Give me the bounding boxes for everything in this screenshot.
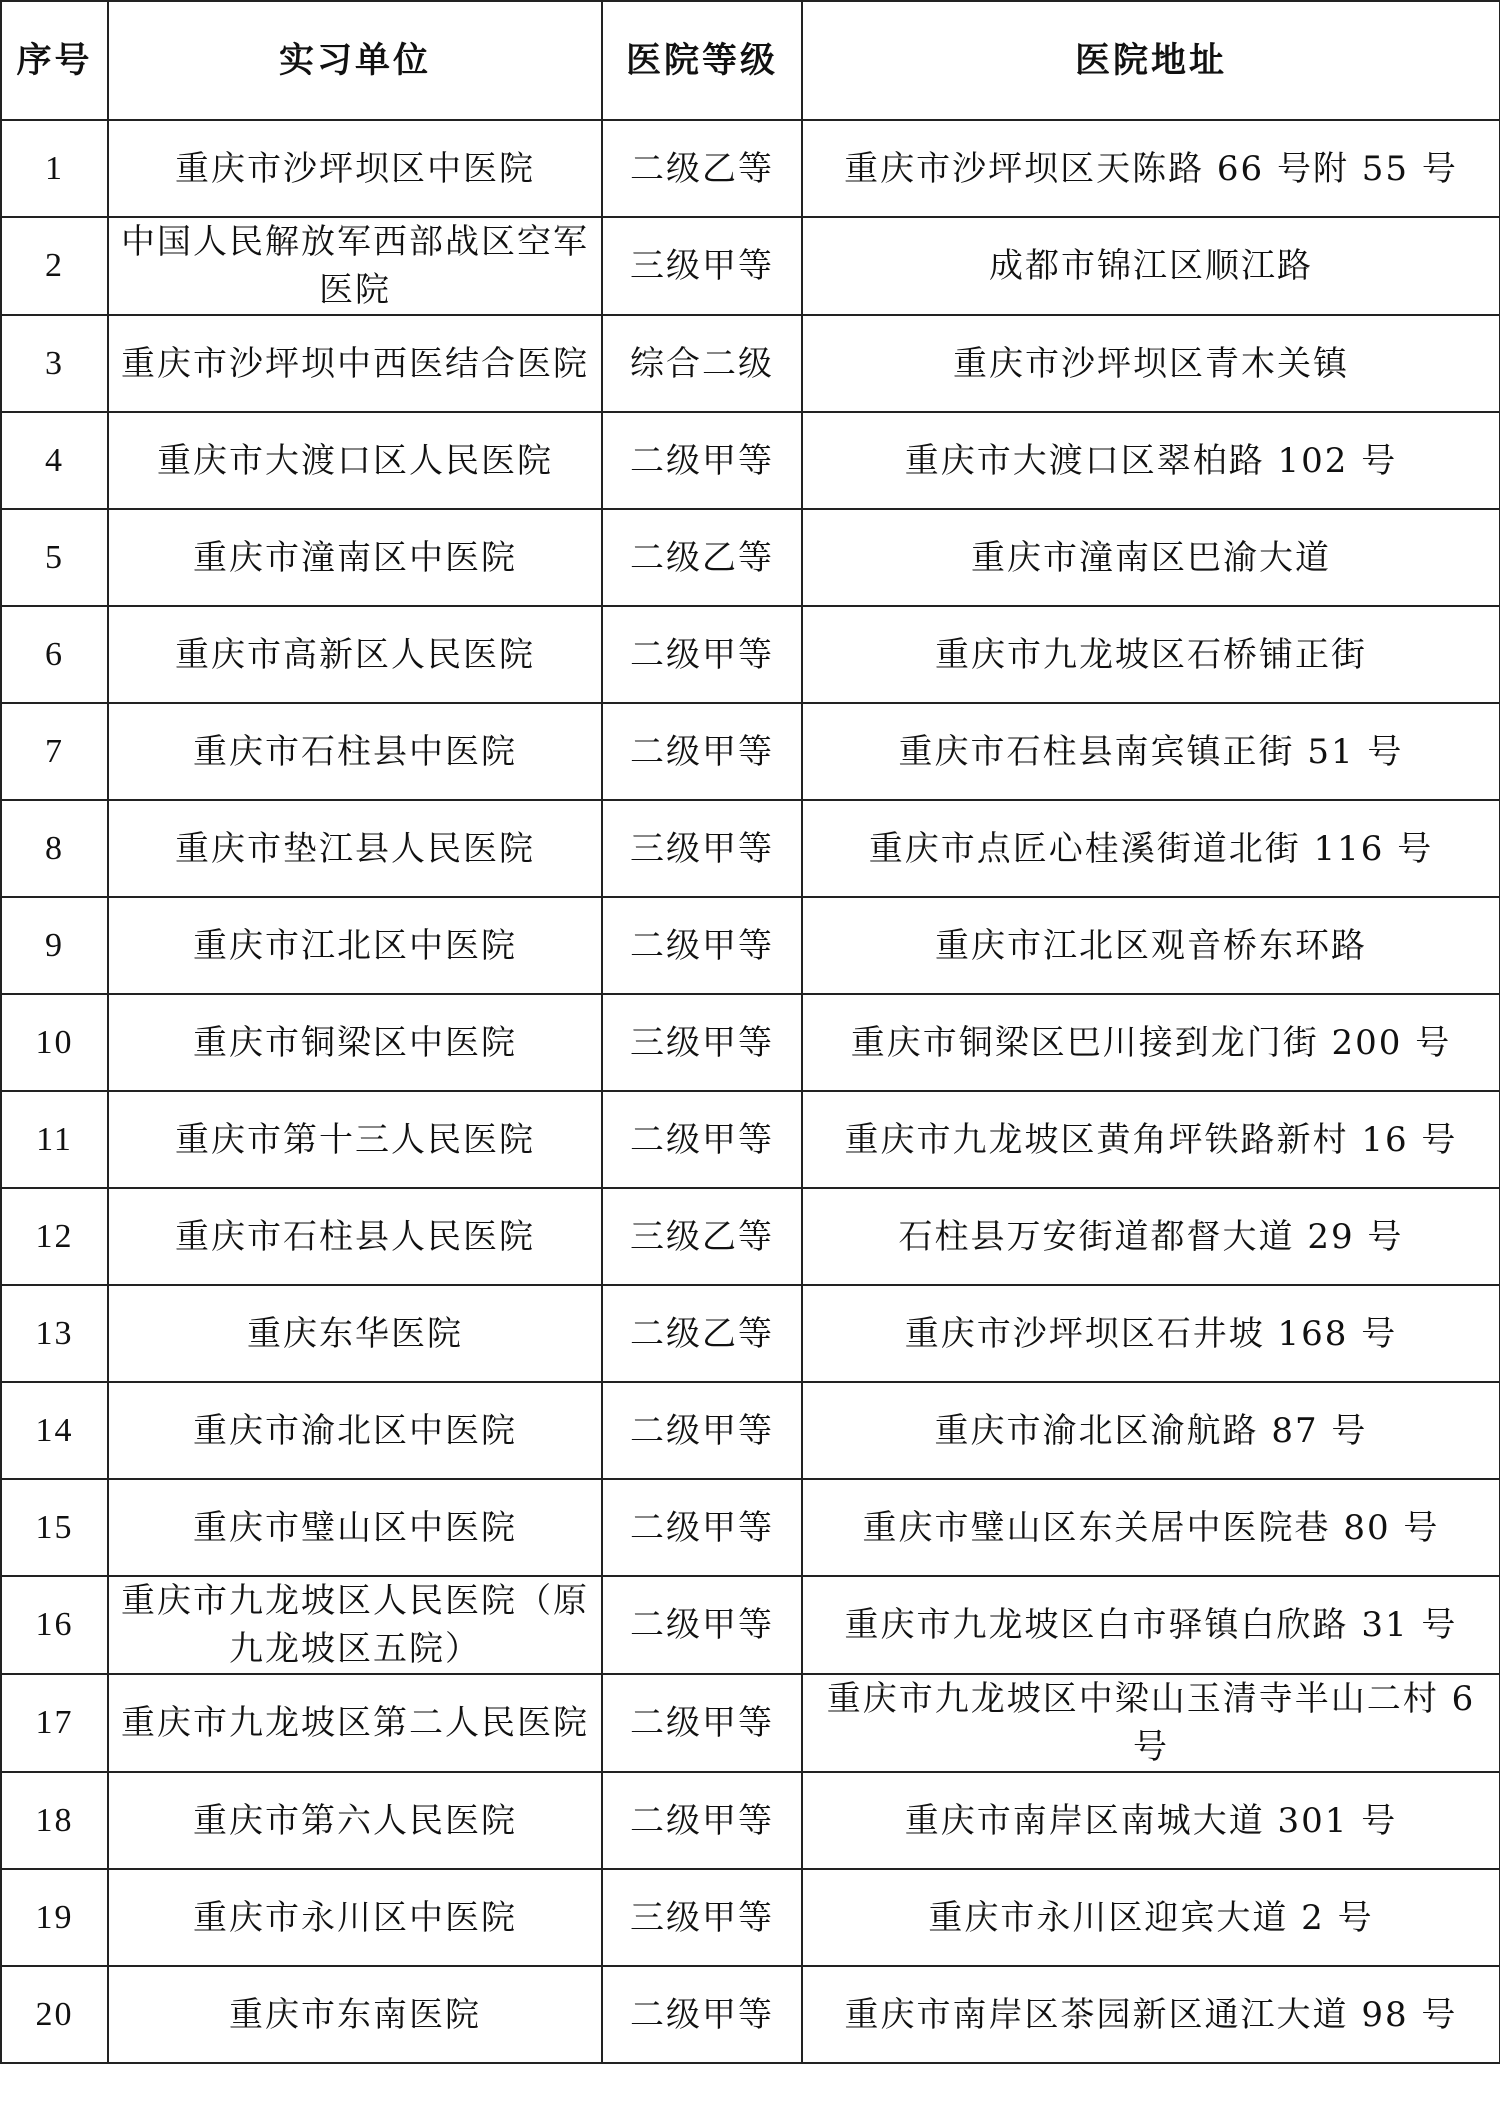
- cell-address: 重庆市璧山区东关居中医院巷 80 号: [802, 1479, 1500, 1576]
- cell-address: 重庆市渝北区渝航路 87 号: [802, 1382, 1500, 1479]
- cell-unit: 重庆东华医院: [108, 1285, 602, 1382]
- cell-index: 17: [1, 1674, 108, 1772]
- cell-level: 二级甲等: [602, 412, 802, 509]
- cell-index: 19: [1, 1869, 108, 1966]
- cell-level: 综合二级: [602, 315, 802, 412]
- cell-level: 二级甲等: [602, 897, 802, 994]
- cell-address: 重庆市南岸区茶园新区通江大道 98 号: [802, 1966, 1500, 2063]
- cell-address: 成都市锦江区顺江路: [802, 217, 1500, 315]
- cell-address: 重庆市九龙坡区黄角坪铁路新村 16 号: [802, 1091, 1500, 1188]
- cell-index: 3: [1, 315, 108, 412]
- cell-unit: 重庆市第六人民医院: [108, 1772, 602, 1869]
- cell-address: 重庆市江北区观音桥东环路: [802, 897, 1500, 994]
- cell-index: 16: [1, 1576, 108, 1674]
- cell-index: 4: [1, 412, 108, 509]
- table-row: [1, 1285, 1500, 1382]
- cell-address: 重庆市潼南区巴渝大道: [802, 509, 1500, 606]
- cell-unit: 重庆市璧山区中医院: [108, 1479, 602, 1576]
- cell-unit: 重庆市江北区中医院: [108, 897, 602, 994]
- table-row: [1, 994, 1500, 1091]
- cell-level: 二级甲等: [602, 1382, 802, 1479]
- cell-index: 20: [1, 1966, 108, 2063]
- cell-unit: 重庆市高新区人民医院: [108, 606, 602, 703]
- cell-level: 三级甲等: [602, 1869, 802, 1966]
- cell-index: 7: [1, 703, 108, 800]
- cell-level: 二级甲等: [602, 1479, 802, 1576]
- cell-unit: 重庆市石柱县中医院: [108, 703, 602, 800]
- table-row: [1, 1091, 1500, 1188]
- header-level: 医院等级: [602, 1, 802, 120]
- cell-index: 5: [1, 509, 108, 606]
- cell-index: 1: [1, 120, 108, 217]
- cell-level: 二级甲等: [602, 1772, 802, 1869]
- cell-address: 重庆市南岸区南城大道 301 号: [802, 1772, 1500, 1869]
- cell-level: 二级甲等: [602, 1966, 802, 2063]
- cell-level: 三级乙等: [602, 1188, 802, 1285]
- cell-unit: 重庆市永川区中医院: [108, 1869, 602, 1966]
- cell-unit: 重庆市九龙坡区人民医院（原九龙坡区五院）: [108, 1576, 602, 1674]
- cell-address: 重庆市九龙坡区中梁山玉清寺半山二村 6 号: [802, 1674, 1500, 1772]
- cell-level: 二级甲等: [602, 1576, 802, 1674]
- table-row: [1, 800, 1500, 897]
- cell-index: 14: [1, 1382, 108, 1479]
- table-row: [1, 1674, 1500, 1772]
- table-row: [1, 509, 1500, 606]
- cell-index: 18: [1, 1772, 108, 1869]
- header-index: 序号: [1, 1, 108, 120]
- table-row: [1, 120, 1500, 217]
- cell-unit: 中国人民解放军西部战区空军医院: [108, 217, 602, 315]
- table-row: [1, 1382, 1500, 1479]
- table-row: [1, 1188, 1500, 1285]
- cell-address: 重庆市沙坪坝区石井坡 168 号: [802, 1285, 1500, 1382]
- cell-level: 三级甲等: [602, 217, 802, 315]
- cell-unit: 重庆市沙坪坝中西医结合医院: [108, 315, 602, 412]
- table-row: [1, 1772, 1500, 1869]
- cell-index: 6: [1, 606, 108, 703]
- cell-level: 二级甲等: [602, 703, 802, 800]
- header-address: 医院地址: [802, 1, 1500, 120]
- cell-unit: 重庆市铜梁区中医院: [108, 994, 602, 1091]
- cell-index: 10: [1, 994, 108, 1091]
- header-unit: 实习单位: [108, 1, 602, 120]
- table-row: [1, 1479, 1500, 1576]
- cell-address: 重庆市沙坪坝区天陈路 66 号附 55 号: [802, 120, 1500, 217]
- cell-unit: 重庆市大渡口区人民医院: [108, 412, 602, 509]
- cell-index: 2: [1, 217, 108, 315]
- cell-level: 二级乙等: [602, 509, 802, 606]
- table-row: [1, 315, 1500, 412]
- cell-address: 重庆市铜梁区巴川接到龙门街 200 号: [802, 994, 1500, 1091]
- cell-unit: 重庆市第十三人民医院: [108, 1091, 602, 1188]
- cell-level: 二级甲等: [602, 1091, 802, 1188]
- cell-index: 11: [1, 1091, 108, 1188]
- cell-unit: 重庆市渝北区中医院: [108, 1382, 602, 1479]
- cell-address: 重庆市沙坪坝区青木关镇: [802, 315, 1500, 412]
- cell-address: 重庆市九龙坡区白市驿镇白欣路 31 号: [802, 1576, 1500, 1674]
- table-row: [1, 606, 1500, 703]
- cell-unit: 重庆市垫江县人民医院: [108, 800, 602, 897]
- table-header-row: [1, 1, 1500, 120]
- cell-address: 重庆市石柱县南宾镇正街 51 号: [802, 703, 1500, 800]
- cell-unit: 重庆市东南医院: [108, 1966, 602, 2063]
- cell-unit: 重庆市九龙坡区第二人民医院: [108, 1674, 602, 1772]
- table-row: [1, 217, 1500, 315]
- cell-unit: 重庆市沙坪坝区中医院: [108, 120, 602, 217]
- table-row: [1, 703, 1500, 800]
- cell-address: 重庆市九龙坡区石桥铺正街: [802, 606, 1500, 703]
- table-row: [1, 1869, 1500, 1966]
- cell-unit: 重庆市潼南区中医院: [108, 509, 602, 606]
- cell-index: 12: [1, 1188, 108, 1285]
- cell-level: 二级甲等: [602, 1674, 802, 1772]
- cell-level: 二级甲等: [602, 606, 802, 703]
- cell-address: 石柱县万安街道都督大道 29 号: [802, 1188, 1500, 1285]
- cell-level: 三级甲等: [602, 994, 802, 1091]
- table-row: [1, 412, 1500, 509]
- cell-address: 重庆市永川区迎宾大道 2 号: [802, 1869, 1500, 1966]
- cell-address: 重庆市大渡口区翠柏路 102 号: [802, 412, 1500, 509]
- cell-address: 重庆市点匠心桂溪街道北街 116 号: [802, 800, 1500, 897]
- cell-index: 8: [1, 800, 108, 897]
- cell-index: 15: [1, 1479, 108, 1576]
- table-row: [1, 1576, 1500, 1674]
- cell-index: 9: [1, 897, 108, 994]
- cell-level: 二级乙等: [602, 1285, 802, 1382]
- cell-unit: 重庆市石柱县人民医院: [108, 1188, 602, 1285]
- table-row: [1, 1966, 1500, 2063]
- cell-level: 三级甲等: [602, 800, 802, 897]
- table-row: [1, 897, 1500, 994]
- cell-index: 13: [1, 1285, 108, 1382]
- cell-level: 二级乙等: [602, 120, 802, 217]
